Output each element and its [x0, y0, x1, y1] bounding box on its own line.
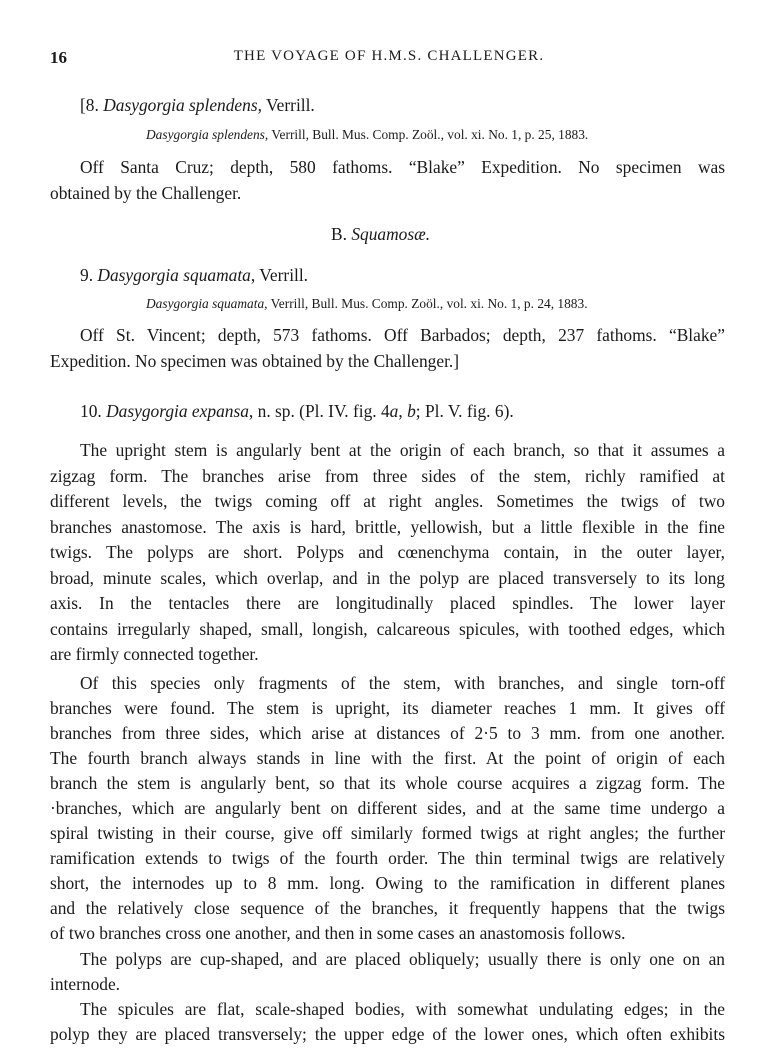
entry-8-species: Dasygorgia splendens	[103, 95, 258, 115]
body-line: short, the internodes up to 8 mm. long. Owing to the ramification in different planes	[50, 873, 725, 893]
body-line: twigs. The polyps are short. Polyps and cœnenchyma contain, in the outer layer,	[50, 542, 725, 562]
body-line: broad, minute scales, which overlap, and in the polyp are placed transversely to its long	[50, 567, 725, 588]
body-line: polyp they are placed transversely; the upper edge of the lower ones, which often exhibits	[50, 1024, 725, 1044]
section-b-name: Squamosæ.	[351, 224, 431, 244]
body-line: branch the stem is angularly bent, so that its whole course acquires a zigzag form. The	[50, 773, 725, 793]
body-line: The spicules are flat, scale-shaped bodies, with somewhat undulating edges; in the	[80, 999, 725, 1019]
page-number: 16	[50, 48, 67, 67]
entry-10-comma: ,	[398, 401, 408, 421]
entry-10-fig-b: b	[407, 401, 416, 421]
body-line: The upright stem is angularly bent at the origin of each branch, so that it assumes a	[80, 440, 725, 460]
entry-10-number: 10.	[80, 401, 102, 421]
section-b-heading	[331, 221, 430, 247]
entry-8-locality-2: obtained by the Challenger.	[50, 183, 242, 203]
entry-9-locality-1: Off St. Vincent; depth, 573 fathoms. Off Barbados; depth, 237 fathoms. “Blake”	[80, 325, 725, 345]
entry-9-heading	[80, 262, 308, 288]
body-line: ramification extends to twigs of the fourth order. The thin terminal twigs are relatively	[50, 848, 725, 868]
entry-9-ref-species: Dasygorgia squamata	[146, 296, 265, 311]
body-line: internode.	[50, 974, 121, 994]
running-head: THE VOYAGE OF H.M.S. CHALLENGER.	[233, 48, 545, 64]
body-line: axis. In the tentacles there are longitudinally placed spindles. The lower layer	[50, 593, 725, 613]
entry-8-number: [8.	[80, 95, 99, 115]
body-line: Of this species only fragments of the stem, with branches, and single torn-off	[80, 673, 725, 693]
page-header	[50, 48, 728, 72]
entry-8-locality-1: Off Santa Cruz; depth, 580 fathoms. “Blake” Expedition. No specimen was	[80, 157, 725, 177]
entry-8-ref-citation: , Verrill, Bull. Mus. Comp. Zoöl., vol. xi. No. 1, p. 25, 1883.	[264, 127, 589, 142]
entry-8-heading	[80, 92, 315, 118]
section-b-letter: B.	[331, 224, 347, 244]
entry-9-locality-2: Expedition. No specimen was obtained by the Challenger.]	[50, 351, 460, 371]
entry-8-reference	[146, 122, 588, 148]
body-line: ·branches, which are angularly bent on different sides, and at the same time undergo a	[50, 798, 725, 818]
body-line: are firmly connected together.	[50, 644, 259, 664]
body-line: spiral twisting in their course, give off similarly formed twigs at right angles; the further	[50, 823, 725, 843]
entry-8-ref-species: Dasygorgia splendens	[146, 127, 265, 142]
body-line: and the relatively close sequence of the branches, it frequently happens that the twigs	[50, 898, 725, 918]
entry-9-author: , Verrill.	[250, 265, 309, 285]
entry-10-plate-ref: , n. sp. (Pl. IV. fig. 4	[248, 401, 390, 421]
entry-10-fig-a: a	[389, 401, 399, 421]
entry-10-heading	[80, 398, 514, 424]
entry-9-reference	[146, 291, 588, 317]
body-line: of two branches cross one another, and then in some cases an anastomosis follows.	[50, 923, 626, 943]
entry-9-species: Dasygorgia squamata	[97, 265, 251, 285]
body-line: branches were found. The stem is upright, its diameter reaches 1 mm. It gives off	[50, 698, 725, 718]
entry-8-author: , Verrill.	[257, 95, 315, 115]
body-line: different levels, the twigs coming off at right angles. Sometimes the twigs of two	[50, 491, 725, 511]
entry-9-ref-citation: , Verrill, Bull. Mus. Comp. Zoöl., vol. xi. No. 1, p. 24, 1883.	[264, 296, 588, 311]
entry-10-species: Dasygorgia expansa	[106, 401, 249, 421]
body-line: zigzag form. The branches arise from three sides of the stem, richly ramified at	[50, 465, 725, 486]
body-line: The fourth branch always stands in line with the first. At the point of origin of each	[50, 748, 725, 768]
entry-9-number: 9.	[80, 265, 94, 285]
body-line: contains irregularly shaped, small, longish, calcareous spicules, with toothed edges, which	[50, 618, 725, 639]
body-line: The polyps are cup-shaped, and are placed obliquely; usually there is only one on an	[80, 949, 725, 969]
body-line: branches anastomose. The axis is hard, brittle, yellowish, but a little flexible in the fine	[50, 516, 725, 537]
entry-10-plate-ref-2: ; Pl. V. fig. 6).	[415, 401, 514, 421]
body-line: branches from three sides, which arise at distances of 2·5 to 3 mm. from one another.	[50, 723, 725, 743]
